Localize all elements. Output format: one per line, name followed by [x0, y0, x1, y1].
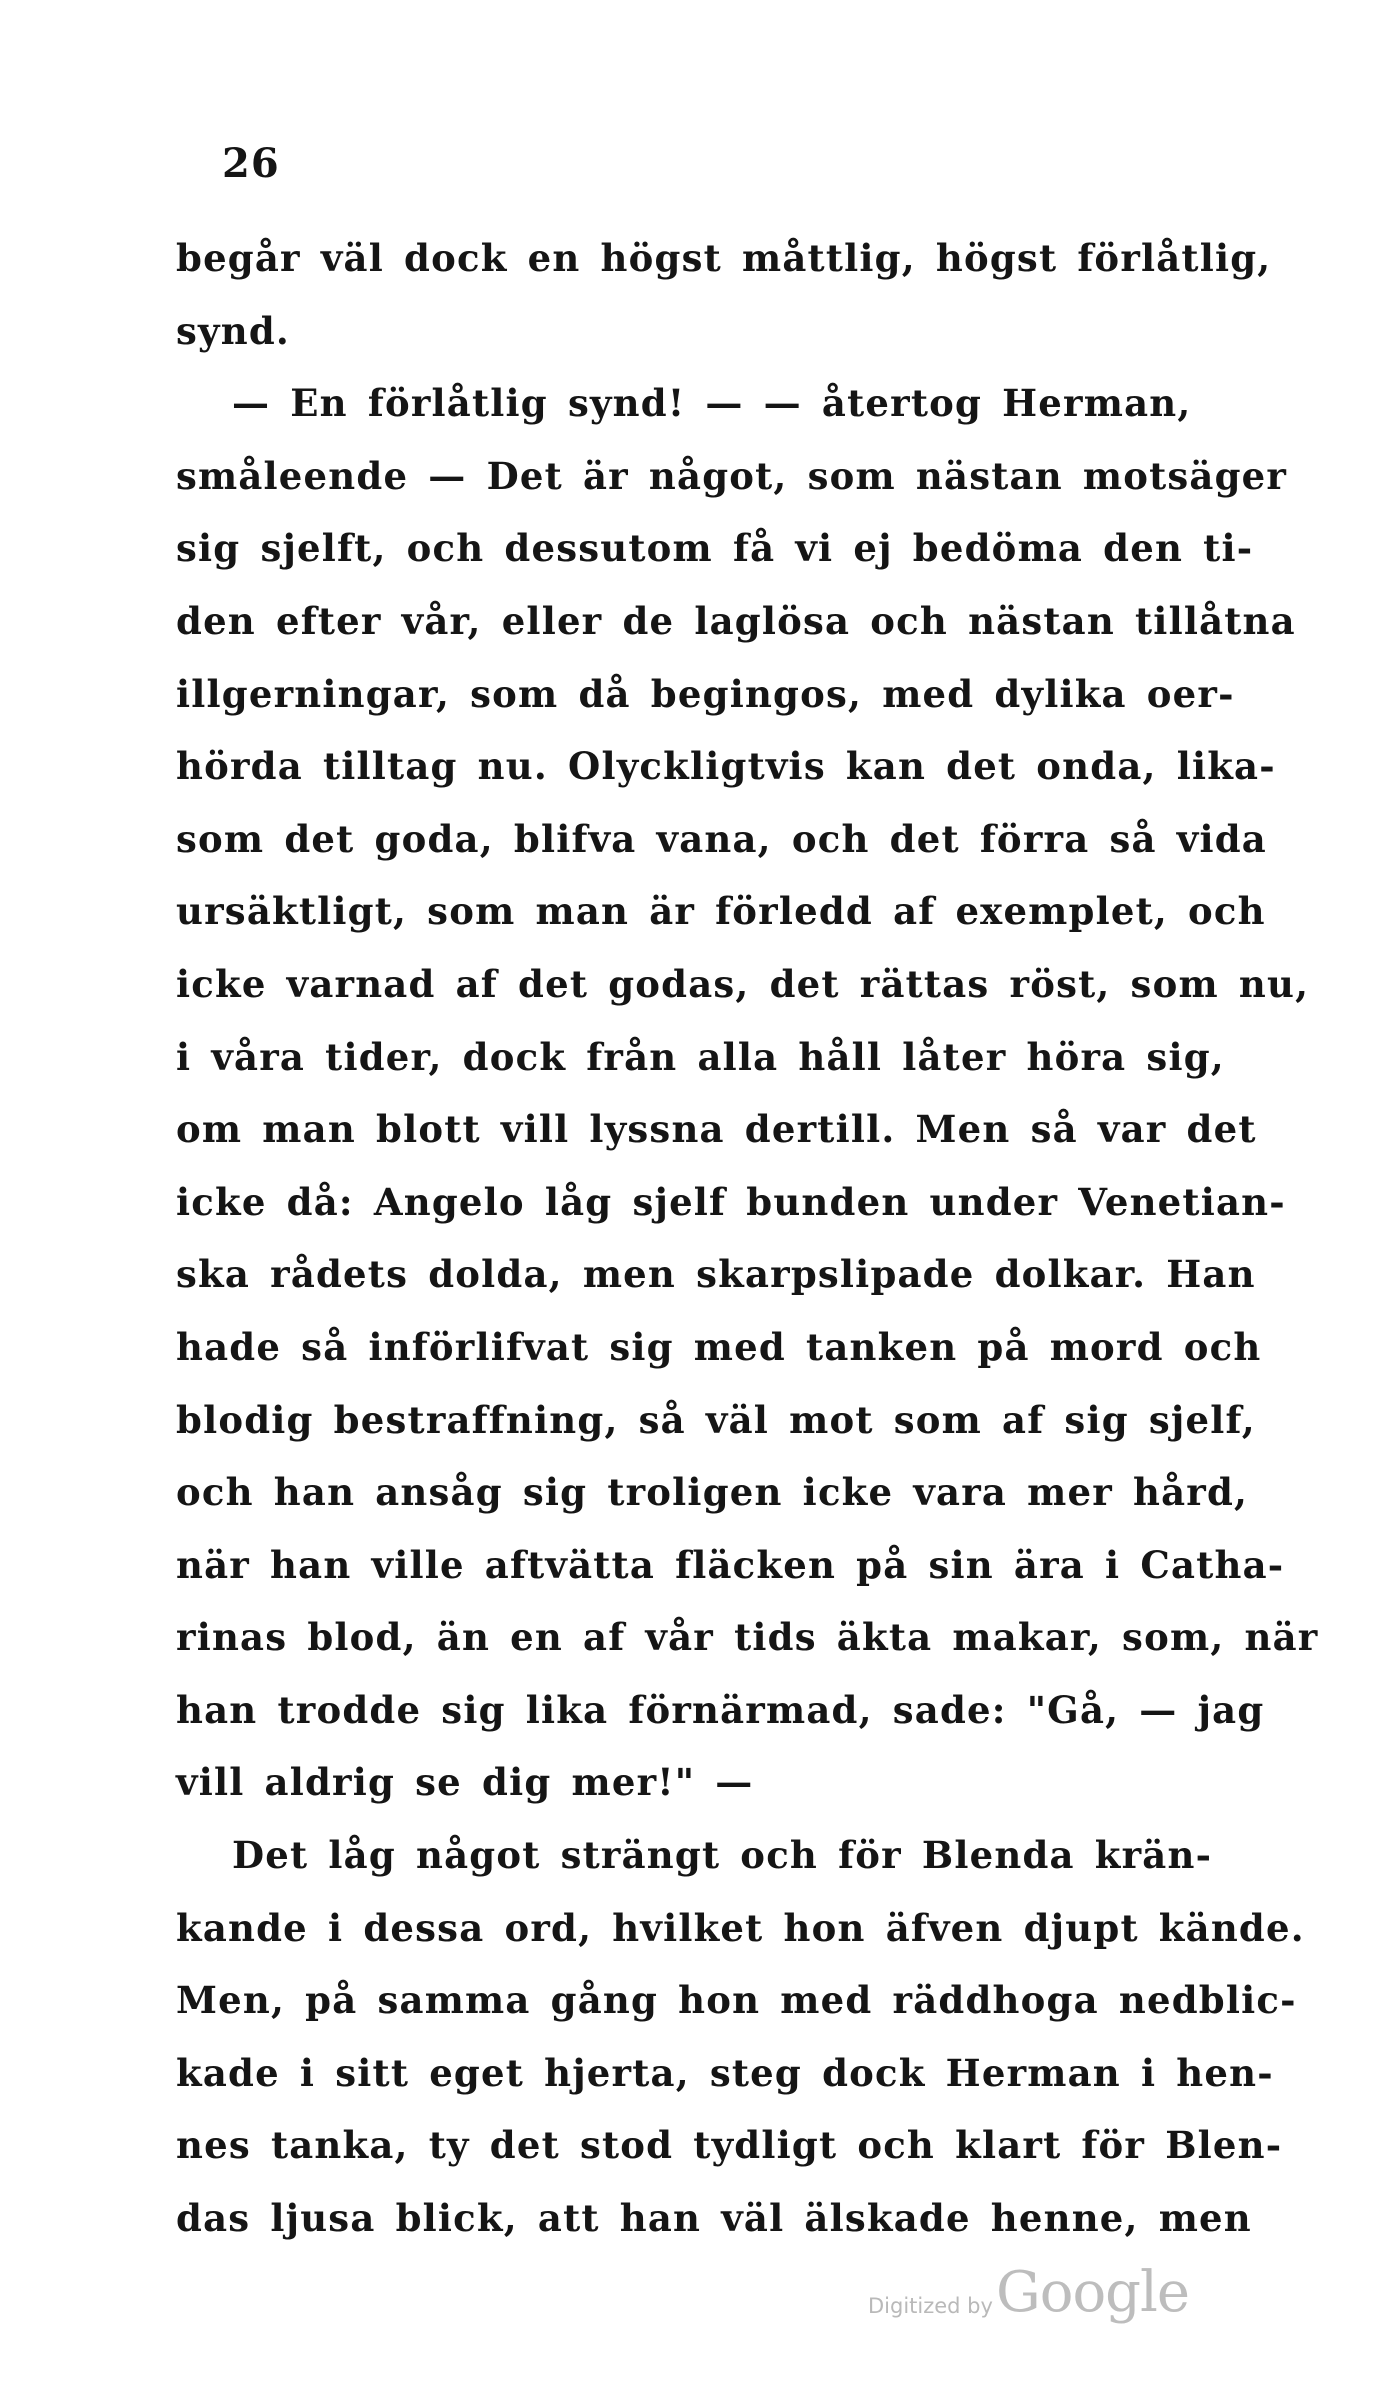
- text-line: blodig bestraffning, så väl mot som af sig sjelf,: [176, 1397, 1256, 1442]
- text-line: sig sjelft, och dessutom få vi ej bedöma den ti-: [176, 526, 1254, 571]
- text-line: Det låg något strängt och för Blenda krän-: [232, 1833, 1213, 1878]
- digitized-by-label: Digitized by: [868, 2294, 993, 2318]
- text-line: — En förlåtlig synd! — — återtog Herman,: [232, 381, 1192, 426]
- text-line: ska rådets dolda, men skarpslipade dolkar. Han: [176, 1252, 1256, 1297]
- text-line: hörda tilltag nu. Olyckligtvis kan det onda, lika-: [176, 744, 1276, 789]
- text-line: icke varnad af det godas, det rättas röst, som nu,: [176, 961, 1310, 1006]
- text-line: han trodde sig lika förnärmad, sade: "Gå, — jag: [176, 1687, 1265, 1732]
- text-line: kande i dessa ord, hvilket hon äfven djupt kände.: [176, 1905, 1305, 1950]
- text-line: den efter vår, eller de laglösa och nästan tillåtna: [176, 598, 1296, 643]
- digitization-watermark: [868, 2260, 1248, 2330]
- text-line: som det goda, blifva vana, och det förra så vida: [176, 816, 1267, 861]
- text-line: småleende — Det är något, som nästan motsäger: [176, 453, 1288, 498]
- text-line: Men, på samma gång hon med räddhoga nedblic-: [176, 1978, 1297, 2023]
- google-logo: Google: [996, 2260, 1190, 2325]
- page-number: 26: [222, 140, 280, 187]
- text-line: i våra tider, dock från alla håll låter höra sig,: [176, 1034, 1225, 1079]
- text-line: rinas blod, än en af vår tids äkta makar, som, när: [176, 1615, 1319, 1660]
- text-line: om man blott vill lyssna dertill. Men så var det: [176, 1107, 1257, 1152]
- text-line: illgerningar, som då begingos, med dylika oer-: [176, 671, 1235, 716]
- text-line: ursäktligt, som man är förledd af exemplet, och: [176, 889, 1266, 934]
- text-line: icke då: Angelo låg sjelf bunden under Venetian-: [176, 1179, 1286, 1224]
- text-line: kade i sitt eget hjerta, steg dock Herman i hen-: [176, 2050, 1274, 2095]
- text-line: hade så införlifvat sig med tanken på mord och: [176, 1324, 1262, 1369]
- text-line: synd.: [176, 308, 290, 353]
- text-line: nes tanka, ty det stod tydligt och klart för Blen-: [176, 2123, 1283, 2168]
- text-line: när han ville aftvätta fläcken på sin ära i Catha-: [176, 1542, 1285, 1587]
- text-line: och han ansåg sig troligen icke vara mer hård,: [176, 1470, 1249, 1515]
- text-line: begår väl dock en högst måttlig, högst förlåtlig,: [176, 236, 1272, 280]
- text-line: vill aldrig se dig mer!" —: [176, 1760, 754, 1805]
- text-line: das ljusa blick, att han väl älskade henne, men: [176, 2196, 1252, 2241]
- body-text: [176, 222, 1326, 2255]
